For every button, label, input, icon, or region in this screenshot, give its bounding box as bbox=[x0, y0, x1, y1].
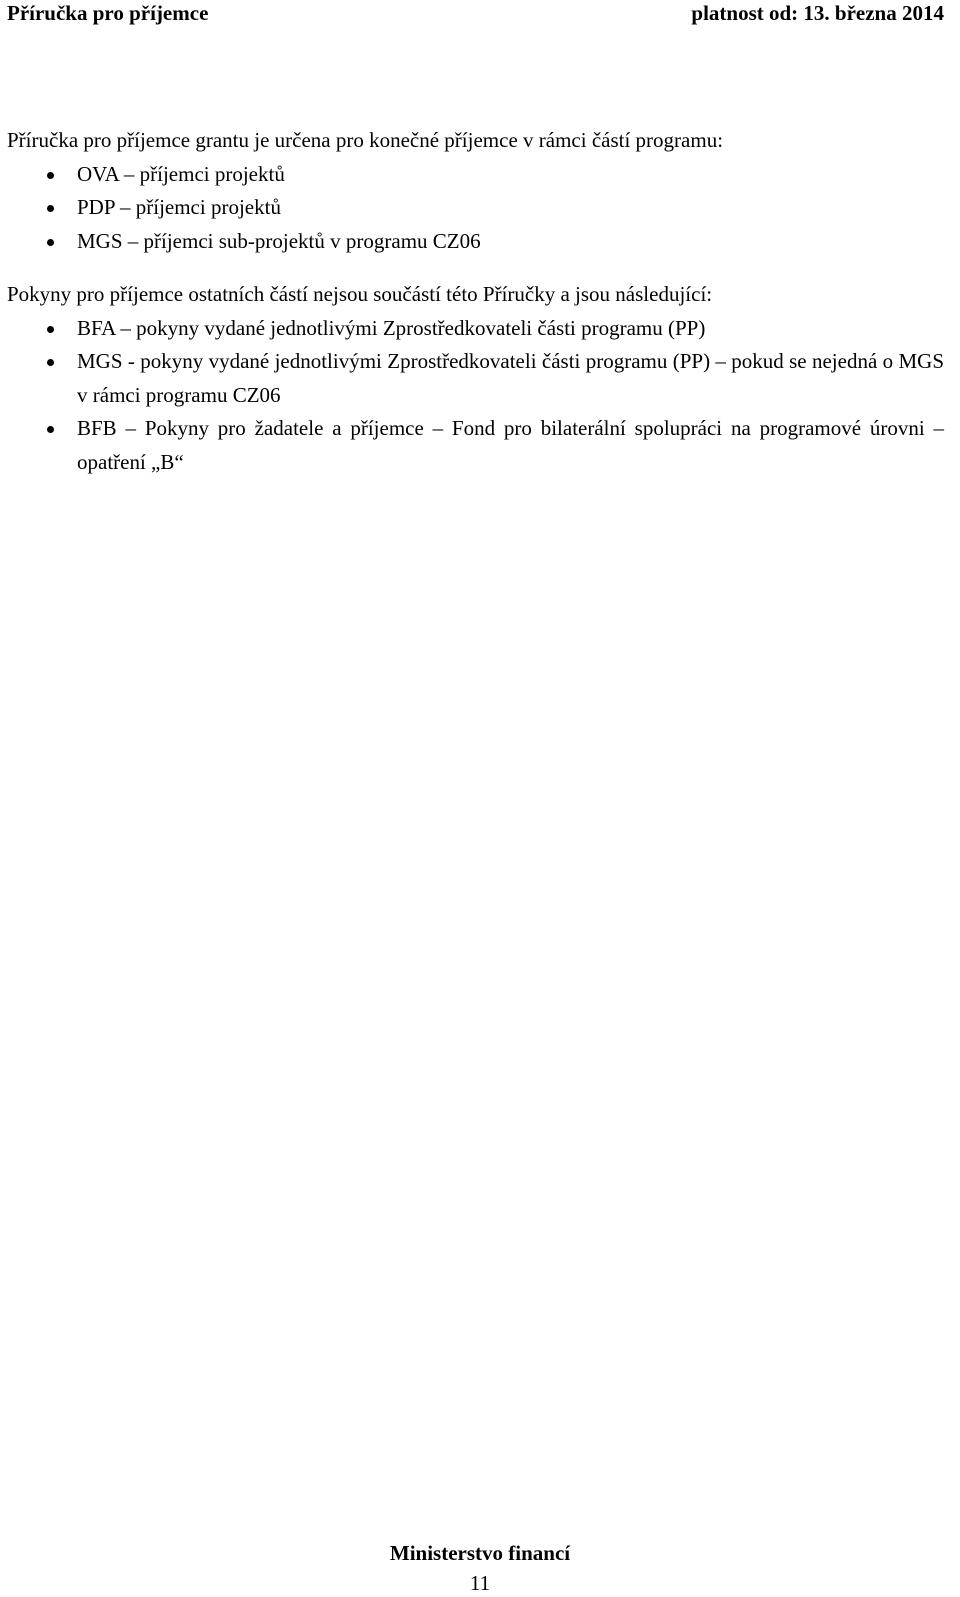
list-item bbox=[7, 225, 944, 259]
bullet-icon bbox=[47, 359, 54, 366]
bullet-icon bbox=[47, 326, 54, 333]
validity-date: platnost od: 13. března 2014 bbox=[691, 1, 944, 25]
bullet-icon bbox=[47, 205, 54, 212]
others-list bbox=[7, 312, 944, 480]
list-item-text: MGS – příjemci sub-projektů v programu CZ06 bbox=[77, 228, 481, 253]
bullet-icon bbox=[47, 239, 54, 246]
list-item-text: BFA – pokyny vydané jednotlivými Zprostředkovateli části programu (PP) bbox=[77, 315, 706, 340]
list-item-text: MGS - pokyny vydané jednotlivými Zprostředkovateli části programu (PP) – pokud se nejedná o MGS v rámci programu CZ06 bbox=[77, 349, 944, 407]
list-item bbox=[7, 158, 944, 192]
bullet-icon bbox=[47, 172, 54, 179]
list-item bbox=[7, 345, 944, 412]
list-item bbox=[7, 191, 944, 225]
list-item bbox=[7, 412, 944, 479]
footer-publisher: Ministerstvo financí bbox=[389, 1541, 571, 1565]
others-paragraph: Pokyny pro příjemce ostatních částí nejsou součástí této Příručky a jsou následující: bbox=[7, 282, 713, 306]
intro-list bbox=[7, 158, 944, 259]
intro-paragraph: Příručka pro příjemce grantu je určena pro konečné příjemce v rámci částí programu: bbox=[7, 128, 724, 152]
bullet-icon bbox=[47, 426, 54, 433]
list-item bbox=[7, 312, 944, 346]
list-item-text: OVA – příjemci projektů bbox=[77, 161, 285, 186]
page-number: 11 bbox=[469, 1571, 491, 1595]
list-item-text: PDP – příjemci projektů bbox=[77, 195, 281, 219]
document-title: Příručka pro příjemce bbox=[7, 1, 209, 25]
list-item-text: BFB – Pokyny pro žadatele a příjemce – Fond pro bilaterální spolupráci na programové úrovni – opatření „B“ bbox=[77, 416, 944, 474]
page-header bbox=[7, 0, 944, 26]
page-content bbox=[7, 124, 944, 479]
